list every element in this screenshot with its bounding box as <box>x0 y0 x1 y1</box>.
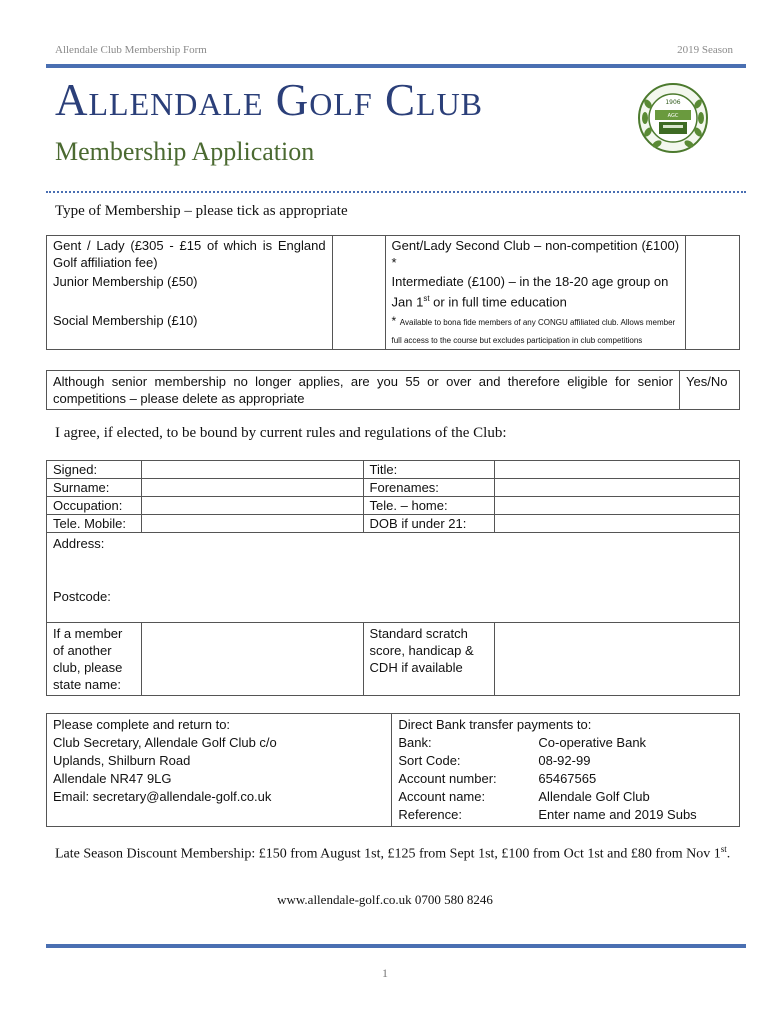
bank-row: Reference: Enter name and 2019 Subs <box>398 807 697 822</box>
bank-heading: Direct Bank transfer payments to: <box>398 717 592 732</box>
return-address-block <box>47 714 392 827</box>
bank-details-block <box>392 714 740 827</box>
option-gent-lady: Gent / Lady (£305 - £15 of which is England Golf affiliation fee) <box>47 236 333 273</box>
return-email: Email: secretary@allendale-golf.co.uk <box>53 789 272 804</box>
tick-box-social[interactable] <box>332 311 385 349</box>
label-postcode: Postcode: <box>53 589 111 604</box>
page-subtitle: Membership Application <box>55 137 315 166</box>
tick-box-gent-lady[interactable] <box>332 236 385 273</box>
field-tele-home[interactable] <box>495 497 740 515</box>
agreement-statement: I agree, if elected, to be bound by current rules and regulations of the Club: <box>55 425 507 441</box>
label-scratch-score: Standard scratch score, handicap & CDH if available <box>363 623 495 696</box>
label-surname: Surname: <box>47 479 142 497</box>
field-signed[interactable] <box>141 461 363 479</box>
field-forenames[interactable] <box>495 479 740 497</box>
tick-box-second-club[interactable] <box>686 236 740 273</box>
label-other-club: If a member of another club, please state name: <box>47 623 142 696</box>
return-line: Please complete and return to: <box>53 717 231 732</box>
return-table <box>46 713 740 827</box>
page-title: Allendale Golf Club <box>55 75 484 125</box>
option-second-club: Gent/Lady Second Club – non-competition (£100) * <box>385 236 686 273</box>
option-intermediate: Intermediate (£100) – in the 18-20 age group on Jan 1st or in full time education <box>385 272 686 311</box>
senior-table <box>46 370 740 410</box>
bank-row: Sort Code: 08-92-99 <box>398 753 591 768</box>
field-dob[interactable] <box>495 515 740 533</box>
label-dob: DOB if under 21: <box>363 515 495 533</box>
field-tele-mobile[interactable] <box>141 515 363 533</box>
return-line: Allendale NR47 9LG <box>53 771 172 786</box>
option-junior: Junior Membership (£50) <box>47 272 333 311</box>
second-club-footnote: * Available to bona fide members of any CONGU affiliated club. Allows member full access to the course but excludes participation in club competitions <box>385 311 686 349</box>
label-forenames: Forenames: <box>363 479 495 497</box>
label-tele-mobile: Tele. Mobile: <box>47 515 142 533</box>
option-social: Social Membership (£10) <box>47 311 333 349</box>
field-address[interactable] <box>47 533 740 623</box>
senior-answer[interactable]: Yes/No <box>680 371 740 410</box>
running-header-right: 2019 Season <box>677 44 733 56</box>
bank-row: Bank: Co-operative Bank <box>398 735 647 750</box>
section-divider <box>46 191 746 193</box>
svg-text:AGC: AGC <box>667 113 679 119</box>
membership-heading: Type of Membership – please tick as appropriate <box>55 203 348 219</box>
header-rule <box>46 64 746 68</box>
svg-text:1906: 1906 <box>665 99 681 106</box>
blank-cell <box>686 311 740 349</box>
late-season-discount: Late Season Discount Membership: £150 from August 1st, £125 from Sept 1st, £100 from Oct 1st and £80 from Nov 1st. <box>55 844 731 862</box>
field-other-club[interactable] <box>141 623 363 696</box>
bank-row: Account name: Allendale Golf Club <box>398 789 650 804</box>
return-line: Club Secretary, Allendale Golf Club c/o <box>53 735 277 750</box>
club-crest-logo <box>637 82 709 154</box>
website-and-phone[interactable]: www.allendale-golf.co.uk 0700 580 8246 <box>277 892 493 907</box>
label-signed: Signed: <box>47 461 142 479</box>
field-scratch-score[interactable] <box>495 623 740 696</box>
footer-rule <box>46 944 746 948</box>
label-title: Title: <box>363 461 495 479</box>
senior-question: Although senior membership no longer applies, are you 55 or over and therefore eligible for senior competitions – please delete as appropriate <box>47 371 680 410</box>
bank-row: Account number: 65467565 <box>398 771 597 786</box>
label-address: Address: <box>53 536 105 551</box>
field-surname[interactable] <box>141 479 363 497</box>
page-number: 1 <box>382 966 388 980</box>
field-title[interactable] <box>495 461 740 479</box>
return-line: Uplands, Shilburn Road <box>53 753 191 768</box>
membership-table <box>46 235 740 350</box>
label-tele-home: Tele. – home: <box>363 497 495 515</box>
label-occupation: Occupation: <box>47 497 142 515</box>
details-table <box>46 460 740 696</box>
field-occupation[interactable] <box>141 497 363 515</box>
tick-box-intermediate[interactable] <box>686 272 740 311</box>
tick-box-junior[interactable] <box>332 272 385 311</box>
running-header-left: Allendale Club Membership Form <box>55 44 207 56</box>
